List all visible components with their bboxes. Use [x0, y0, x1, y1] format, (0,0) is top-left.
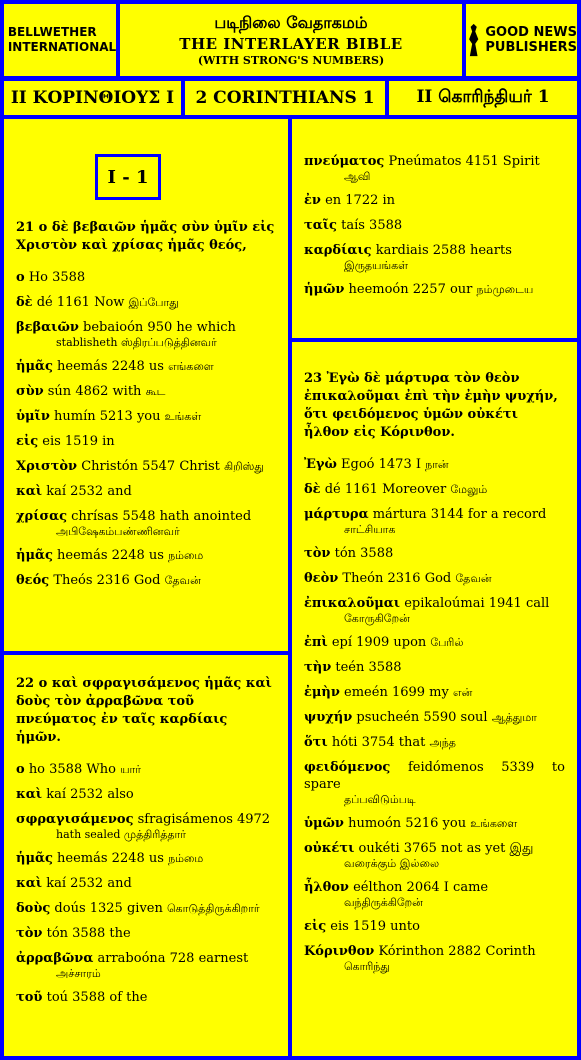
- word-entry: [16, 508, 276, 539]
- tamil-gloss: உங்களை: [470, 817, 518, 830]
- word-detail: eis 1519 in: [42, 434, 115, 449]
- tamil-gloss: மேலும்: [450, 483, 488, 496]
- book-english: [185, 81, 385, 115]
- word-detail: Theós 2316 God: [53, 573, 161, 588]
- word-entry: [304, 456, 565, 473]
- word-entry: [304, 840, 565, 871]
- word-entry: [304, 659, 565, 676]
- word-detail: Christón 5547 Christ: [81, 459, 220, 474]
- tamil-gloss: யார்: [120, 763, 141, 776]
- tamil-gloss: எங்களை: [168, 360, 214, 373]
- word-continuation: சாட்சியாக: [344, 523, 396, 536]
- greek-word: ἦλθον: [304, 880, 349, 895]
- word-detail: humoón 5216 you: [348, 816, 467, 831]
- tamil-gloss: கிறிஸ்து: [224, 460, 264, 473]
- word-detail: dé 1161 Moreover: [324, 482, 447, 497]
- word-detail: humín 5213 you: [54, 409, 161, 424]
- word-detail: bebaioón 950 he which: [83, 320, 236, 335]
- word-continuation: ஆவி: [344, 170, 371, 183]
- word-detail: heemás 2248 us: [57, 548, 164, 563]
- word-entry: [16, 900, 276, 917]
- greek-word: σφραγισάμενος: [16, 812, 134, 827]
- word-entry: [16, 547, 276, 564]
- word-detail: taís 3588: [341, 218, 403, 233]
- word-entry: [304, 242, 565, 273]
- tamil-gloss: பேரில்: [430, 636, 464, 649]
- chapter-label: I - 1: [95, 154, 161, 200]
- greek-word: χρίσας: [16, 509, 67, 524]
- word-entry: [304, 943, 565, 974]
- greek-word: τὸν: [16, 926, 43, 941]
- greek-word: μάρτυρα: [304, 507, 369, 522]
- word-detail: feidómenos 5339 to spare: [304, 760, 565, 792]
- word-entry: [304, 709, 565, 726]
- greek-word: θεός: [16, 573, 50, 588]
- word-detail: arraboóna 728 earnest: [97, 951, 249, 966]
- word-continuation: வந்திருக்கிறேன்: [344, 896, 423, 909]
- word-continuation: கோருகிறேன்: [344, 612, 410, 625]
- logo-line2: INTERNATIONAL: [7, 40, 117, 54]
- greek-word: ὑμῶν: [304, 816, 344, 831]
- word-entry: [16, 433, 276, 450]
- tamil-gloss: கூட: [145, 385, 166, 398]
- tamil-gloss: என்: [452, 686, 473, 699]
- word-entry: [16, 875, 276, 892]
- word-detail: Ho 3588: [28, 270, 86, 285]
- book-english-label: 2 CORINTHIANS 1: [195, 88, 375, 108]
- verse-text: 22 ο καὶ σφραγισάμενος ἡμᾶς καὶ δοὺς τὸν ἀρραβῶνα τοῦ πνεύματος ἐν ταῖς καρδίαις ἡμῶν.: [16, 676, 272, 745]
- word-entry: [16, 811, 276, 842]
- word-entry: [16, 269, 276, 286]
- word-entry: [16, 761, 276, 778]
- word-entry: [304, 815, 565, 832]
- logo-line1: GOOD NEWS: [485, 25, 577, 40]
- word-detail: Egoó 1473 I: [341, 457, 421, 472]
- word-continuation: அச்சாரம்: [56, 967, 101, 980]
- word-detail: kaí 2532 and: [46, 876, 132, 891]
- tamil-gloss: நம்முடைய: [476, 283, 534, 296]
- greek-word: ψυχήν: [304, 710, 353, 725]
- tamil-gloss: நான்: [425, 458, 449, 471]
- word-detail: heemoón 2257 our: [348, 282, 473, 297]
- word-detail: doús 1325 given: [54, 901, 163, 916]
- greek-word: εἰς: [304, 919, 327, 934]
- verse-text: 21 ο δὲ βεβαιῶν ἡμᾶς σὺν ὑμῖν εἰς Χριστὸν καὶ χρίσας ἡμᾶς θεός,: [16, 220, 275, 253]
- word-entry: [304, 918, 565, 935]
- greek-word: τὸν: [304, 546, 331, 561]
- greek-word: τὴν: [304, 660, 332, 675]
- word-detail: eis 1519 unto: [330, 919, 420, 934]
- word-detail: tón 3588: [334, 546, 394, 561]
- greek-word: δοὺς: [16, 901, 51, 916]
- word-detail: teén 3588: [335, 660, 402, 675]
- word-entry: [304, 281, 565, 298]
- logo-line2: PUBLISHERS: [485, 40, 577, 55]
- word-continuation: வரைக்கும் இல்லை: [344, 857, 440, 870]
- word-continuation: கொரிந்து: [344, 960, 390, 973]
- word-detail: heemás 2248 us: [57, 851, 164, 866]
- word-detail: kaí 2532 also: [46, 787, 134, 802]
- word-entry: [304, 734, 565, 751]
- word-list: [16, 761, 276, 1006]
- word-entry: [304, 634, 565, 651]
- tamil-gloss: இப்போது: [128, 296, 179, 309]
- greek-word: Χριστὸν: [16, 459, 78, 474]
- greek-word: σὺν: [16, 384, 44, 399]
- greek-word: θεὸν: [304, 571, 339, 586]
- word-detail: chrísas 5548 hath anointed: [71, 509, 252, 524]
- word-detail: dé 1161 Now: [36, 295, 125, 310]
- word-entry: [304, 545, 565, 562]
- greek-word: πνεύματος: [304, 154, 385, 169]
- word-entry: [304, 684, 565, 701]
- word-entry: [16, 925, 276, 942]
- greek-word: εἰς: [16, 434, 39, 449]
- greek-word: Ἐγὼ: [304, 457, 337, 472]
- word-entry: [304, 570, 565, 587]
- word-detail: sún 4862 with: [47, 384, 142, 399]
- word-entry: [16, 572, 276, 589]
- good-news-logo: [466, 4, 577, 76]
- tamil-gloss: கொடுத்திருக்கிறார்: [167, 902, 260, 915]
- book-tamil-label: II கொரிந்தியர் 1: [416, 87, 550, 107]
- greek-word: ἀρραβῶνα: [16, 951, 94, 966]
- book-greek: [4, 81, 181, 115]
- book-tamil: [389, 81, 577, 115]
- word-detail: eélthon 2064 I came: [353, 880, 489, 895]
- greek-word: φειδόμενος: [304, 760, 391, 775]
- word-detail: psucheén 5590 soul: [356, 710, 488, 725]
- title-tamil: படிநிலை வேதாகமம்: [214, 13, 368, 32]
- word-continuation: stablisheth ஸ்திரப்படுத்தினவர்: [56, 336, 217, 349]
- word-list: [304, 153, 565, 298]
- greek-word: ὑμῖν: [16, 409, 50, 424]
- word-entry: [16, 408, 276, 425]
- greek-word: ἐν: [304, 193, 321, 208]
- word-detail: epí 1909 upon: [331, 635, 427, 650]
- greek-word: ταῖς: [304, 218, 337, 233]
- word-detail: kardiais 2588 hearts: [375, 243, 512, 258]
- word-entry: [304, 217, 565, 234]
- word-entry: [304, 595, 565, 626]
- greek-word: ο: [16, 270, 25, 285]
- word-detail: oukéti 3765 not as yet இது: [358, 841, 534, 856]
- word-continuation: தப்பவிடும்படி: [344, 793, 416, 806]
- greek-word: ο: [16, 762, 25, 777]
- word-entry: [16, 294, 276, 311]
- title-sub: (WITH STRONG'S NUMBERS): [197, 54, 385, 67]
- word-detail: hóti 3754 that: [331, 735, 426, 750]
- logo-line1: BELLWETHER: [7, 25, 97, 39]
- word-detail: ho 3588 Who: [28, 762, 116, 777]
- word-list: [304, 456, 565, 974]
- word-entry: [16, 786, 276, 803]
- tamil-gloss: நம்மை: [168, 549, 204, 562]
- greek-word: καρδίαις: [304, 243, 372, 258]
- greek-word: ἐπικαλοῦμαι: [304, 596, 401, 611]
- tamil-gloss: தேவன்: [164, 574, 201, 587]
- word-detail: toú 3588 of the: [46, 990, 148, 1005]
- greek-word: ἡμᾶς: [16, 548, 53, 563]
- bellwether-logo: [4, 4, 116, 76]
- greek-word: Κόρινθον: [304, 944, 375, 959]
- word-continuation: அபிஷேகம்பண்ணினவர்: [56, 525, 180, 538]
- word-entry: [16, 383, 276, 400]
- greek-word: τοῦ: [16, 990, 43, 1005]
- greek-word: καὶ: [16, 484, 43, 499]
- word-detail: sfragisámenos 4972: [137, 812, 271, 827]
- tamil-gloss: உங்கள்: [164, 410, 202, 423]
- word-continuation: hath sealed முத்திரித்தார்: [56, 828, 187, 841]
- word-list: [16, 269, 276, 589]
- greek-word: ἡμῶν: [304, 282, 345, 297]
- word-continuation: இருதயங்கள்: [344, 259, 409, 272]
- greek-word: οὐκέτι: [304, 841, 355, 856]
- word-entry: [16, 358, 276, 375]
- word-entry: [304, 481, 565, 498]
- greek-word: καὶ: [16, 787, 43, 802]
- tamil-gloss: தேவன்: [455, 572, 492, 585]
- word-entry: [16, 989, 276, 1006]
- word-detail: mártura 3144 for a record: [372, 507, 547, 522]
- title-main: THE INTERLAYER BIBLE: [179, 35, 403, 53]
- word-entry: [16, 319, 276, 350]
- word-entry: [16, 483, 276, 500]
- verse22-panel: [4, 655, 288, 1056]
- verse21-panel: [4, 119, 288, 651]
- word-entry: [16, 950, 276, 981]
- word-entry: [304, 506, 565, 537]
- good-news-figure-icon: [466, 17, 481, 63]
- word-entry: [304, 192, 565, 209]
- greek-word: ἡμᾶς: [16, 359, 53, 374]
- title-block: [120, 4, 462, 76]
- word-entry: [304, 759, 565, 807]
- tamil-gloss: நம்மை: [168, 852, 204, 865]
- word-entry: [16, 850, 276, 867]
- greek-word: δὲ: [304, 482, 321, 497]
- verse-text: 23 Ἐγὼ δὲ μάρτυρα τὸν θεὸν ἐπικαλοῦμαι ἐπὶ τὴν ἐμὴν ψυχήν, ὅτι φειδόμενος ὑμῶν οὐκέτι ἦλθον εἰς Κόρινθον.: [304, 371, 558, 440]
- word-detail: en 1722 in: [325, 193, 396, 208]
- word-entry: [16, 458, 276, 475]
- greek-word: καὶ: [16, 876, 43, 891]
- word-detail: epikaloúmai 1941 call: [404, 596, 550, 611]
- word-entry: [304, 879, 565, 910]
- greek-word: ἐπὶ: [304, 635, 328, 650]
- tamil-gloss: ஆத்துமா: [491, 711, 537, 724]
- book-greek-label: II ΚΟΡΙΝΘΙΟΥΣ Ι: [10, 88, 175, 108]
- greek-word: βεβαιῶν: [16, 320, 79, 335]
- word-detail: tón 3588 the: [46, 926, 131, 941]
- word-detail: emeén 1699 my: [344, 685, 449, 700]
- word-entry: [304, 153, 565, 184]
- tamil-gloss: அந்த: [429, 736, 456, 749]
- greek-word: δὲ: [16, 295, 33, 310]
- verse22-cont-panel: [292, 119, 577, 338]
- word-detail: Theón 2316 God: [342, 571, 452, 586]
- word-detail: Pneúmatos 4151 Spirit: [388, 154, 540, 169]
- word-detail: Kórinthon 2882 Corinth: [378, 944, 536, 959]
- verse23-panel: [292, 342, 577, 1056]
- word-detail: heemás 2248 us: [57, 359, 164, 374]
- greek-word: ἡμᾶς: [16, 851, 53, 866]
- greek-word: ἐμὴν: [304, 685, 340, 700]
- word-detail: kaí 2532 and: [46, 484, 132, 499]
- greek-word: ὅτι: [304, 735, 328, 750]
